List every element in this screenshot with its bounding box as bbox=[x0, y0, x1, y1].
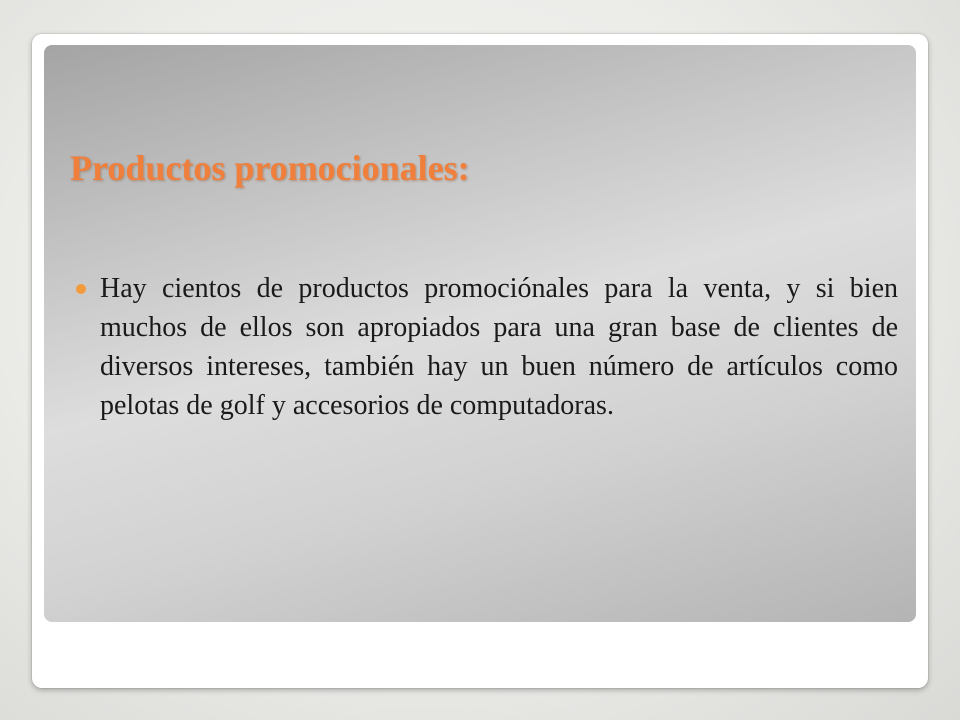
slide-frame bbox=[32, 34, 928, 688]
bullet-dot-icon bbox=[76, 284, 86, 294]
slide-title: Productos promocionales: bbox=[70, 148, 470, 188]
slide-content-panel bbox=[44, 45, 916, 622]
bullet-text: Hay cientos de productos promociónales para la venta, y si bien muchos de ellos son apropiados para una gran base de clientes de diversos intereses, también hay un buen número de artículos como pelotas de golf y accesorios de computadoras. bbox=[100, 273, 898, 421]
bullet-item bbox=[76, 269, 898, 425]
bullet-list bbox=[76, 269, 898, 425]
